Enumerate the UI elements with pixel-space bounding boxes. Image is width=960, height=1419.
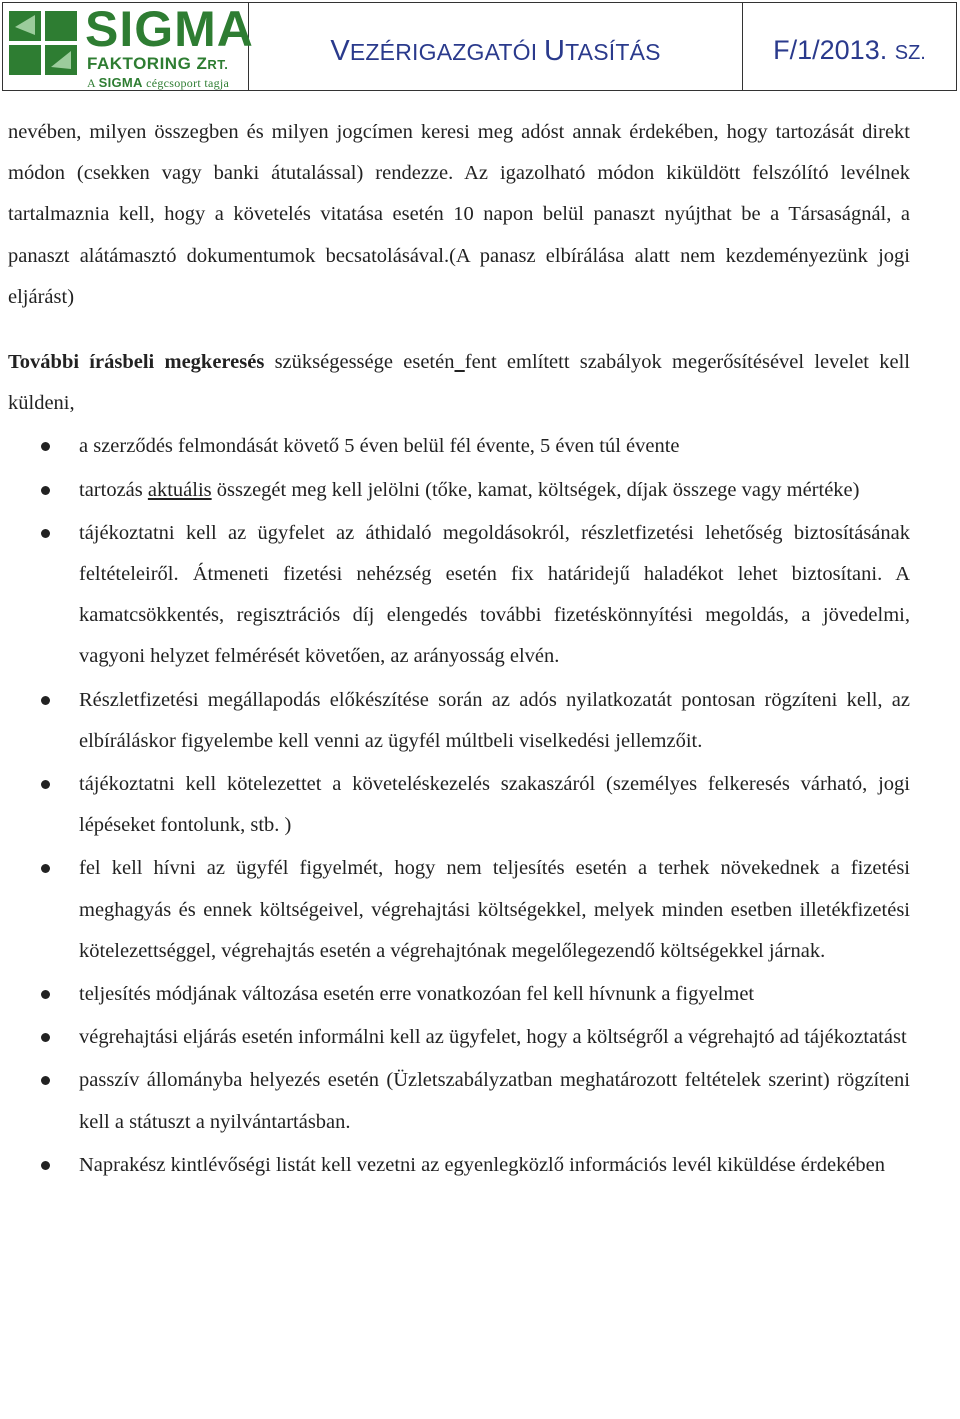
document-reference — [773, 35, 926, 66]
logo-tagline — [87, 75, 229, 91]
bullet-list — [8, 426, 910, 1186]
document-body — [8, 112, 910, 1188]
reference-small: SZ. — [894, 42, 926, 64]
list-item-text: a szerződés felmondását követő 5 éven belül fél évente, 5 éven túl évente — [79, 435, 680, 458]
bullet-dot-icon — [41, 1161, 50, 1170]
title-cell — [249, 3, 743, 90]
list-item — [8, 974, 910, 1015]
bullet-dot-icon — [41, 864, 50, 873]
logo-tag-brand: SIGMA — [98, 75, 143, 90]
logo-name: SIGMA — [85, 1, 254, 57]
paragraph-bold-lead: További írásbeli megkeresés — [8, 351, 265, 374]
list-item-text: Naprakész kintlévőségi listát kell vezetni az egyenlegközlő információs levél kiküldése érdekében — [79, 1153, 886, 1176]
bullet-dot-icon — [41, 780, 50, 789]
list-item — [8, 764, 910, 846]
list-item-text: Részletfizetési megállapodás előkészítése során az adós nyilatkozatát pontosan rögzíteni kell, az elbíráláskor figyelembe kell venni az ügyfél múltbeli viselkedési jellemzőit. — [79, 688, 910, 752]
title-part-3: U — [543, 35, 566, 67]
paragraph-complaint: nevében, milyen összegben és milyen jogcímen keresi meg adóst annak érdekében, hogy tartozását direkt módon (csekken vagy banki átutalással) rendezze. Az igazolható módon kiküldött felszólító levélnek tartalmaznia kell, hogy a követelés vitatása esetén 10 napon belül panaszt nyújthat be a Társaságnál, a panaszt alátámasztó dokumentumok becsatolásával.(A panasz elbírálása alatt nem kezdeményezünk jogi eljárást) — [8, 121, 910, 308]
paragraph-underlined-space — [454, 351, 464, 373]
list-item-text: fel kell hívni az ügyfél figyelmét, hogy nem teljesítés esetén a terhek növekednek a fizetési meghagyás és ennek költségeivel, végrehajtási költségekkel, melyek minden esetben illetékfizetési kötelezettséggel, végrehajtás esetén a végrehajtónak megelőlegezendő költségekkel járnak. — [79, 857, 910, 962]
bullet-dot-icon — [41, 1076, 50, 1085]
logo-tag-prefix: A — [87, 76, 96, 90]
title-part-1: V — [330, 35, 350, 67]
logo-subtitle-small: RT. — [207, 57, 229, 72]
sigma-logo-icon — [7, 7, 81, 79]
list-item — [8, 470, 910, 511]
title-part-2: EZÉRIGAZGATÓI — [349, 39, 544, 65]
list-item — [8, 426, 910, 467]
logo-subtitle — [87, 54, 228, 74]
list-item-underlined: aktuális — [147, 478, 212, 501]
list-item-text: összegét meg kell jelölni (tőke, kamat, költségek, díjak összege vagy mértéke) — [211, 478, 860, 501]
paragraph-further-letters — [8, 342, 910, 424]
list-item-text: végrehajtási eljárás esetén informálni kell az ügyfelet, hogy a költségről a végrehajtó ad tájékoztatást — [79, 1026, 907, 1049]
title-part-4: TASÍTÁS — [565, 39, 661, 65]
list-item-text: teljesítés módjának változása esetén erre vonatkozóan fel kell hívnunk a figyelmet — [79, 983, 755, 1006]
list-item — [8, 1145, 910, 1186]
bullet-dot-icon — [41, 696, 50, 705]
list-item — [8, 848, 910, 972]
list-item-text: tájékoztatni kell az ügyfelet az áthidaló megoldásokról, részletfizetési lehetőség biztosításának feltételeiről. Átmeneti fizetési nehézség esetén fix határidejű haladékot lehet biztosítani. A kamatcsökkentés, regisztrációs díj elengedés további fizetéskönnyítési megoldás, a jövedelmi, vagyoni helyzet felmérését követően, az arányosság elvén. — [79, 521, 910, 668]
document-header — [2, 2, 957, 91]
reference-main: F/1/2013. — [773, 35, 895, 65]
paragraph-mid: szükségessége esetén — [264, 351, 455, 374]
list-item — [8, 513, 910, 678]
list-item-text: tájékoztatni kell kötelezettet a követeléskezelés szakaszáról (személyes felkeresés várható, jogi lépéseket fontolunk, stb. ) — [79, 773, 910, 837]
list-item — [8, 1017, 910, 1058]
logo-subtitle-main: FAKTORING Z — [87, 54, 208, 73]
document-title — [330, 35, 660, 68]
bullet-dot-icon — [41, 486, 50, 495]
list-item-text: tartozás — [79, 478, 148, 501]
logo-tag-suffix: cégcsoport tagja — [146, 76, 230, 90]
reference-cell — [743, 3, 956, 90]
list-item — [8, 680, 910, 762]
list-item — [8, 1060, 910, 1142]
logo-cell — [3, 1, 254, 90]
bullet-dot-icon — [41, 442, 50, 451]
bullet-dot-icon — [41, 529, 50, 538]
paragraph-rest: fent említett szabályok megerősítésével levelet kell küldeni, — [8, 351, 911, 415]
bullet-dot-icon — [41, 1033, 50, 1042]
bullet-dot-icon — [41, 990, 50, 999]
list-item-text: passzív állományba helyezés esetén (Üzletszabályzatban meghatározott feltételek szerint) rögzíteni kell a státuszt a nyilvántartásban. — [79, 1069, 910, 1133]
